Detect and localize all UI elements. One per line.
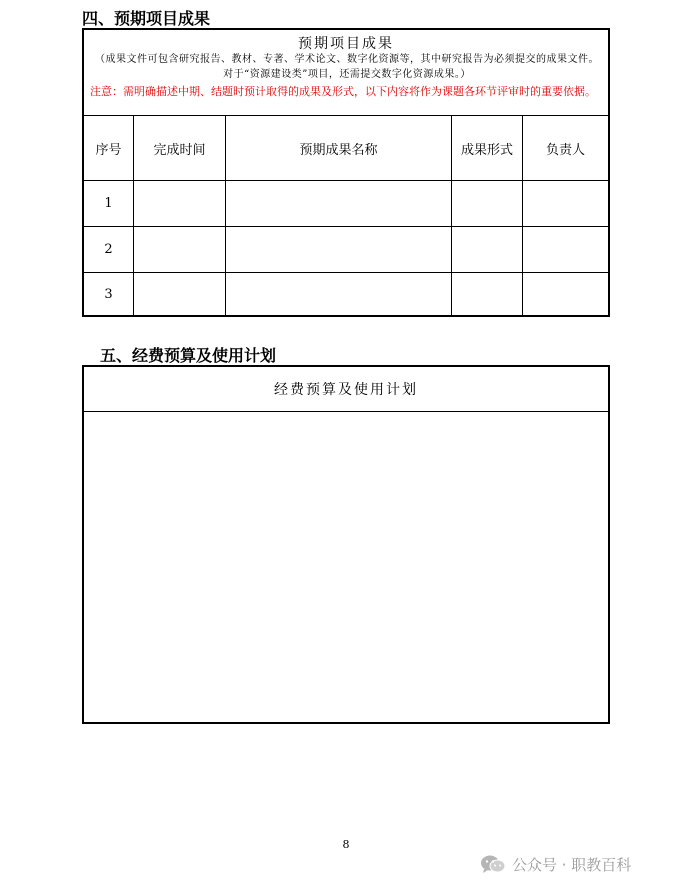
page-number: 8 [342, 838, 350, 851]
cell-form[interactable] [452, 227, 522, 272]
watermark-text: 公众号 · 职教百科 [512, 855, 632, 874]
budget-content-area[interactable] [84, 412, 608, 722]
cell-time[interactable] [134, 227, 225, 272]
cell-form[interactable] [452, 181, 522, 226]
column-header-time: 完成时间 [153, 142, 206, 158]
cell-owner[interactable] [523, 227, 608, 272]
section-heading: 五、经费预算及使用计划 [100, 346, 277, 365]
budget-box-title: 经费预算及使用计划 [84, 367, 608, 412]
wechat-icon [480, 854, 506, 874]
section-heading: 四、预期项目成果 [82, 9, 211, 28]
cell-name[interactable] [226, 181, 451, 226]
budget-box [82, 365, 610, 724]
outcomes-table-title: 预期项目成果 [298, 36, 394, 52]
watermark [480, 854, 631, 874]
outcomes-grid [84, 116, 608, 315]
cell-name[interactable] [226, 227, 451, 272]
cell-owner[interactable] [523, 181, 608, 226]
column-header-no: 序号 [95, 142, 122, 158]
cell-time[interactable] [134, 181, 225, 226]
outcomes-warning: 注意：需明确描述中期、结题时预计取得的成果及形式，以下内容将作为课题各环节评审时的重要依据。 [90, 85, 596, 98]
cell-time[interactable] [134, 273, 225, 315]
row-number: 1 [104, 196, 113, 211]
outcomes-table [82, 28, 610, 317]
outcomes-header [84, 30, 608, 116]
cell-name[interactable] [226, 273, 451, 315]
outcomes-note: （成果文件可包含研究报告、教材、专著、学术论文、数字化资源等，其中研究报告为必须提交的成果文件。对于“资源建设类”项目，还需提交数字化资源成果。） [95, 54, 599, 80]
row-number: 3 [104, 286, 113, 302]
column-header-form: 成果形式 [460, 142, 513, 158]
column-header-owner: 负责人 [545, 142, 585, 158]
cell-form[interactable] [452, 273, 522, 315]
cell-owner[interactable] [523, 273, 608, 315]
column-header-name: 预期成果名称 [299, 142, 378, 158]
row-number: 2 [104, 242, 113, 257]
